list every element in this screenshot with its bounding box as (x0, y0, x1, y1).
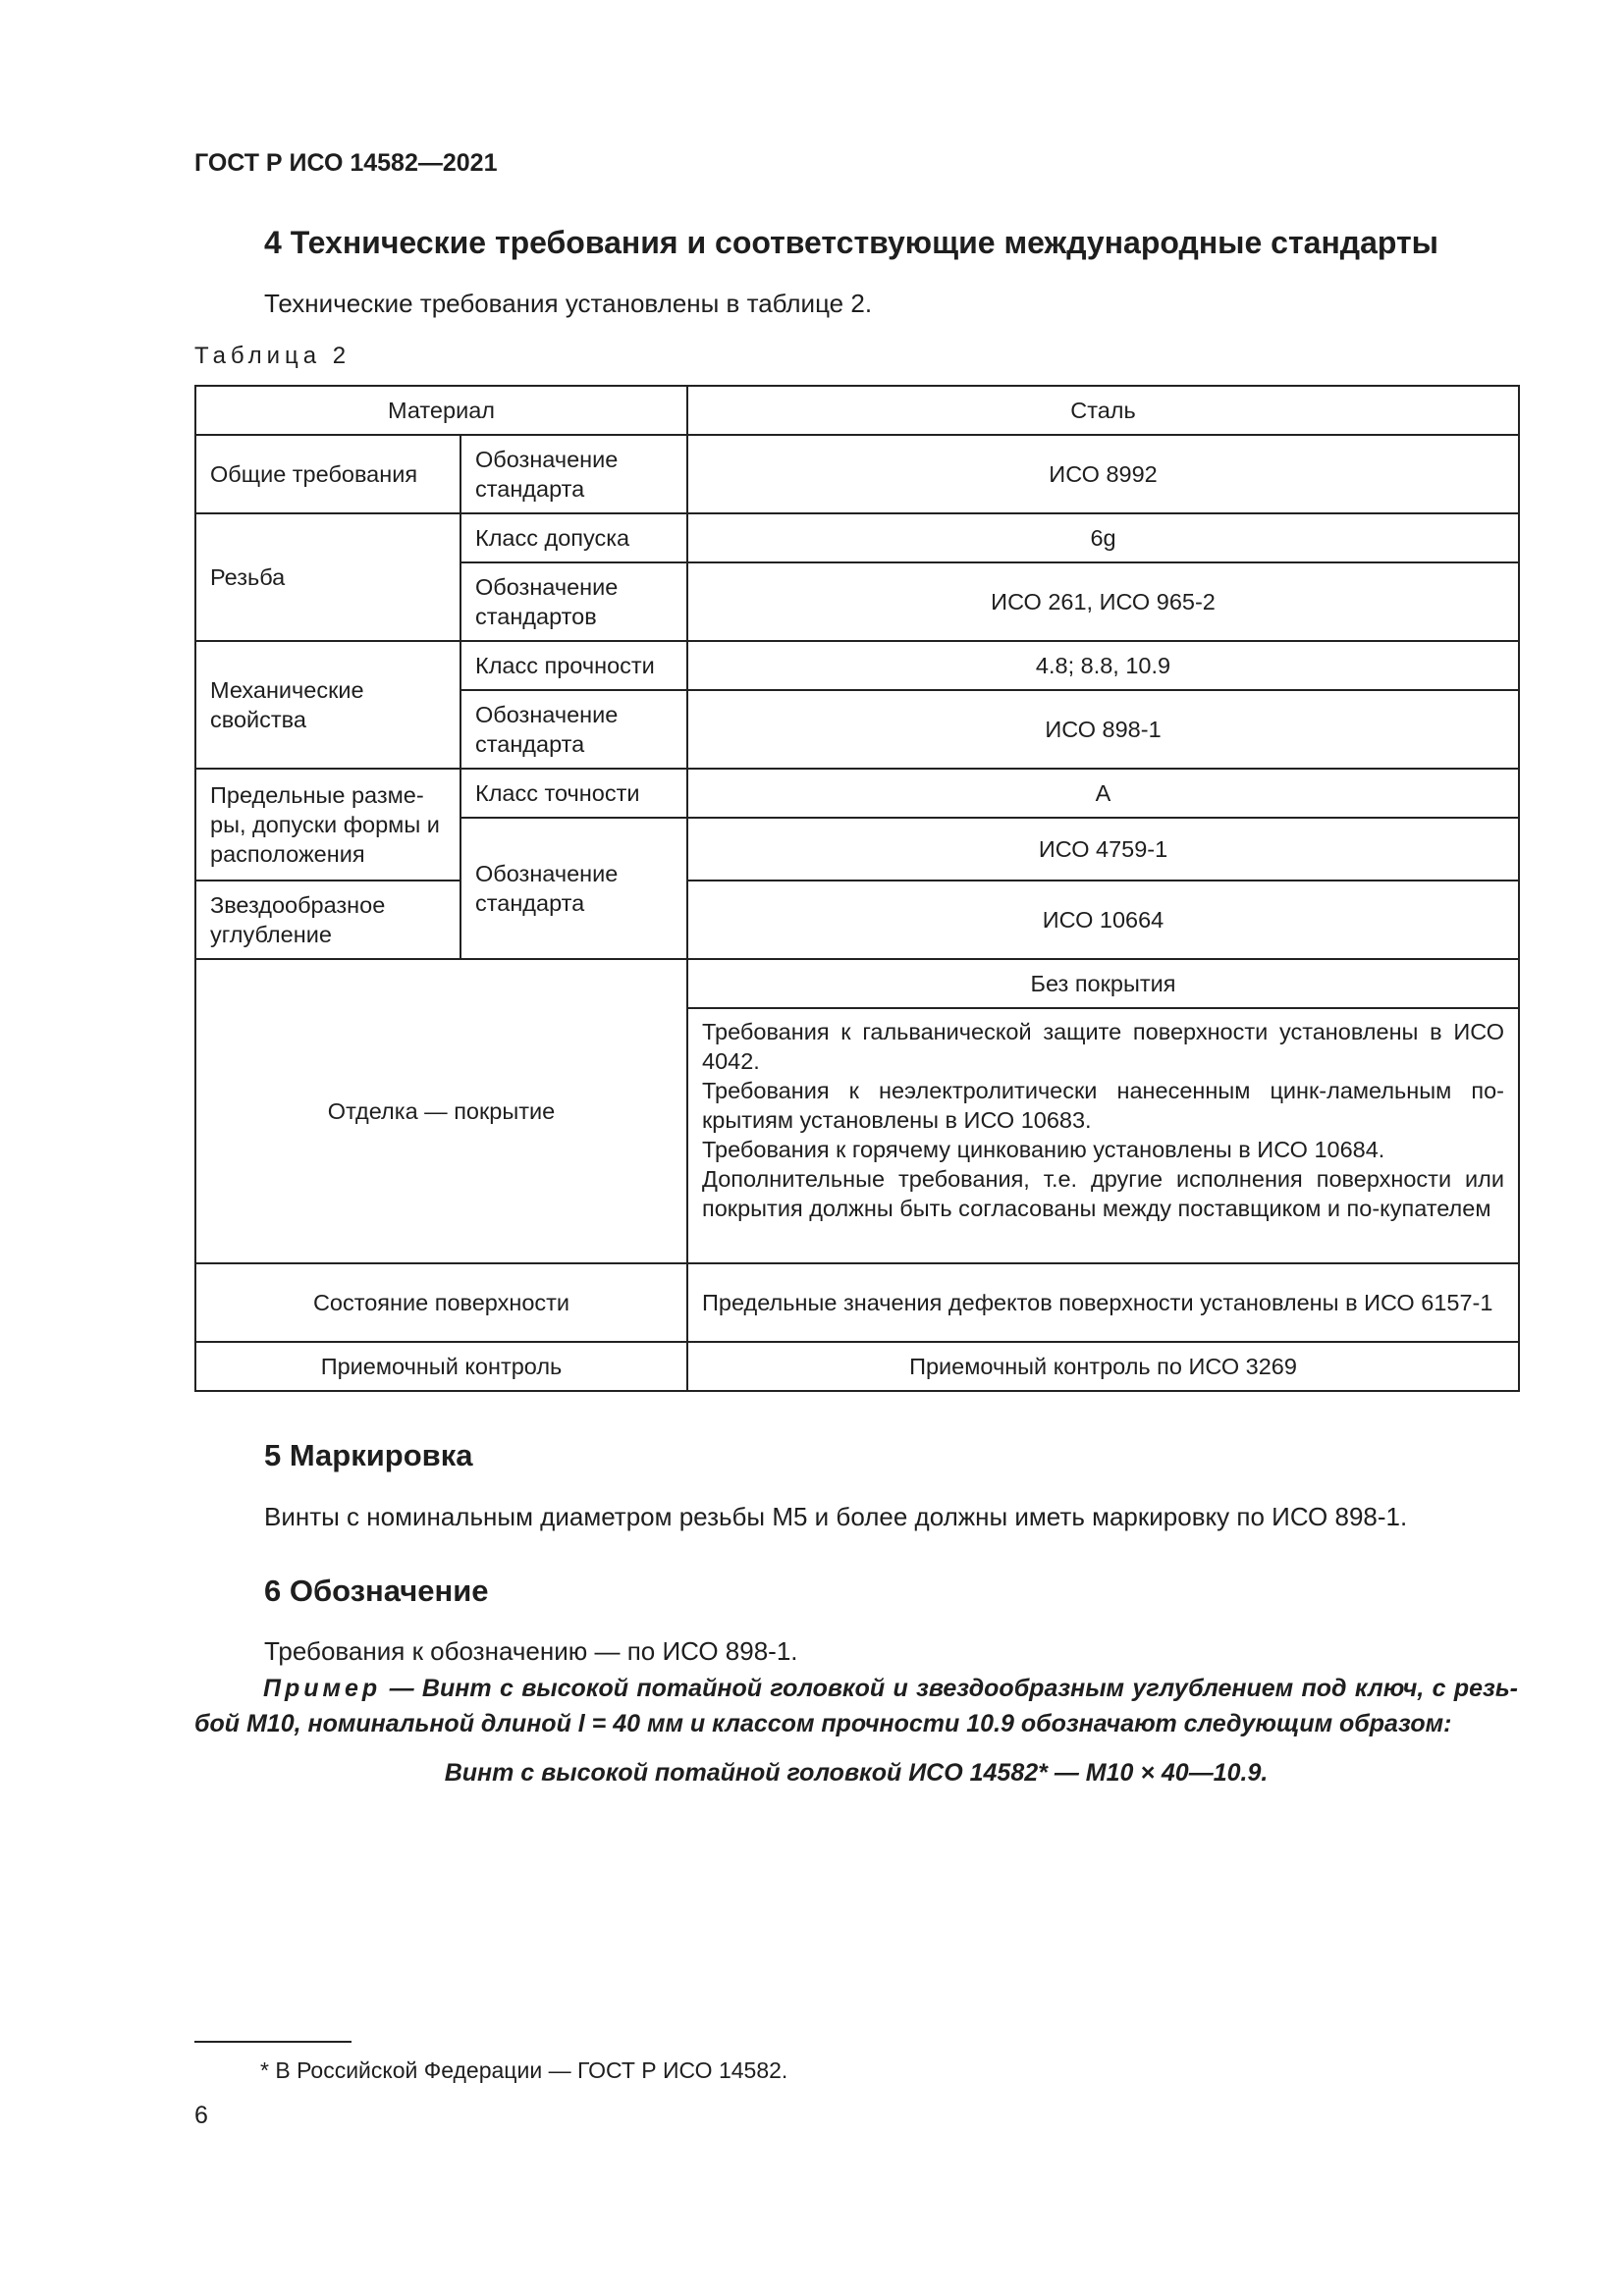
mech-strength-label: Класс прочности (460, 641, 687, 690)
surface-value: Предельные значения дефектов поверхности установлены в ИСО 6157-1 (687, 1263, 1519, 1342)
section-4-intro: Технические требования установлены в таблице 2. (264, 289, 873, 318)
finish-requirements (687, 1008, 1519, 1263)
acceptance-value: Приемочный контроль по ИСО 3269 (687, 1342, 1519, 1391)
section-6-title: 6 Обозначение (264, 1574, 489, 1608)
header-material: Материал (195, 386, 687, 435)
general-req-label: Общие требования (195, 435, 460, 513)
dims-std-value: ИСО 4759-1 (687, 818, 1519, 881)
mech-std-label: Обозначение стандарта (460, 690, 687, 769)
technical-requirements-table (194, 385, 1520, 1392)
example-label: Пример (263, 1675, 382, 1702)
example-text: — Винт с высокой потайной головкой и звездообразным углублением под ключ, с резь-бой М10, номинальной длиной l = 40 мм и классом прочности 10.9 обозначают следующим образом: (194, 1675, 1518, 1737)
dims-acc-label: Класс точности (460, 769, 687, 818)
recess-std-value: ИСО 10664 (687, 881, 1519, 959)
general-req-value: ИСО 8992 (687, 435, 1519, 513)
mech-label: Механические свойства (195, 641, 460, 769)
dims-acc-value: А (687, 769, 1519, 818)
finish-line-4: Дополнительные требования, т.е. другие исполнения поверхности или покрытия должны быть согласованы между поставщиком и по-купателем (702, 1166, 1505, 1221)
thread-tol-class-value: 6g (687, 513, 1519, 562)
dims-std-label: Обозначение стандарта (460, 818, 687, 959)
finish-line-2: Требования к неэлектролитически нанесенным цинк-ламельным по-крытиям установлены в ИСО 10683. (702, 1078, 1505, 1133)
section-6-text: Требования к обозначению — по ИСО 898-1. (264, 1636, 798, 1666)
section-5-text: Винты с номинальным диаметром резьбы М5 и более должны иметь маркировку по ИСО 898-1. (264, 1502, 1408, 1531)
page-number: 6 (194, 2102, 208, 2129)
section-5-title: 5 Маркировка (264, 1438, 473, 1472)
finish-line-1: Требования к гальванической защите поверхности установлены в ИСО 4042. (702, 1019, 1505, 1074)
example-paragraph (194, 1671, 1518, 1741)
finish-label: Отделка — покрытие (195, 959, 687, 1263)
mech-std-value: ИСО 898-1 (687, 690, 1519, 769)
general-req-sub: Обозначение стандарта (460, 435, 687, 513)
thread-std-value: ИСО 261, ИСО 965-2 (687, 562, 1519, 641)
footnote: * В Российской Федерации — ГОСТ Р ИСО 14582. (260, 2057, 788, 2083)
section-4-title: 4 Технические требования и соответствующие международные стандарты (264, 225, 1438, 260)
thread-tol-class-label: Класс допуска (460, 513, 687, 562)
finish-line-3: Требования к горячему цинкованию установлены в ИСО 10684. (702, 1137, 1385, 1162)
thread-label: Резьба (195, 513, 460, 641)
mech-strength-value: 4.8; 8.8, 10.9 (687, 641, 1519, 690)
example-designation: Винт с высокой потайной головкой ИСО 14582* — М10 × 40—10.9. (444, 1759, 1269, 1787)
dims-label: Предельные разме-ры, допуски формы и расположения (195, 769, 460, 881)
table-caption: Таблица 2 (194, 343, 352, 369)
recess-label: Звездообразное углубление (195, 881, 460, 959)
document-code-header: ГОСТ Р ИСО 14582—2021 (194, 149, 498, 177)
surface-label: Состояние поверхности (195, 1263, 687, 1342)
footnote-separator (194, 2041, 352, 2043)
thread-std-label: Обозначение стандартов (460, 562, 687, 641)
finish-no-coating: Без покрытия (687, 959, 1519, 1008)
header-steel: Сталь (687, 386, 1519, 435)
acceptance-label: Приемочный контроль (195, 1342, 687, 1391)
